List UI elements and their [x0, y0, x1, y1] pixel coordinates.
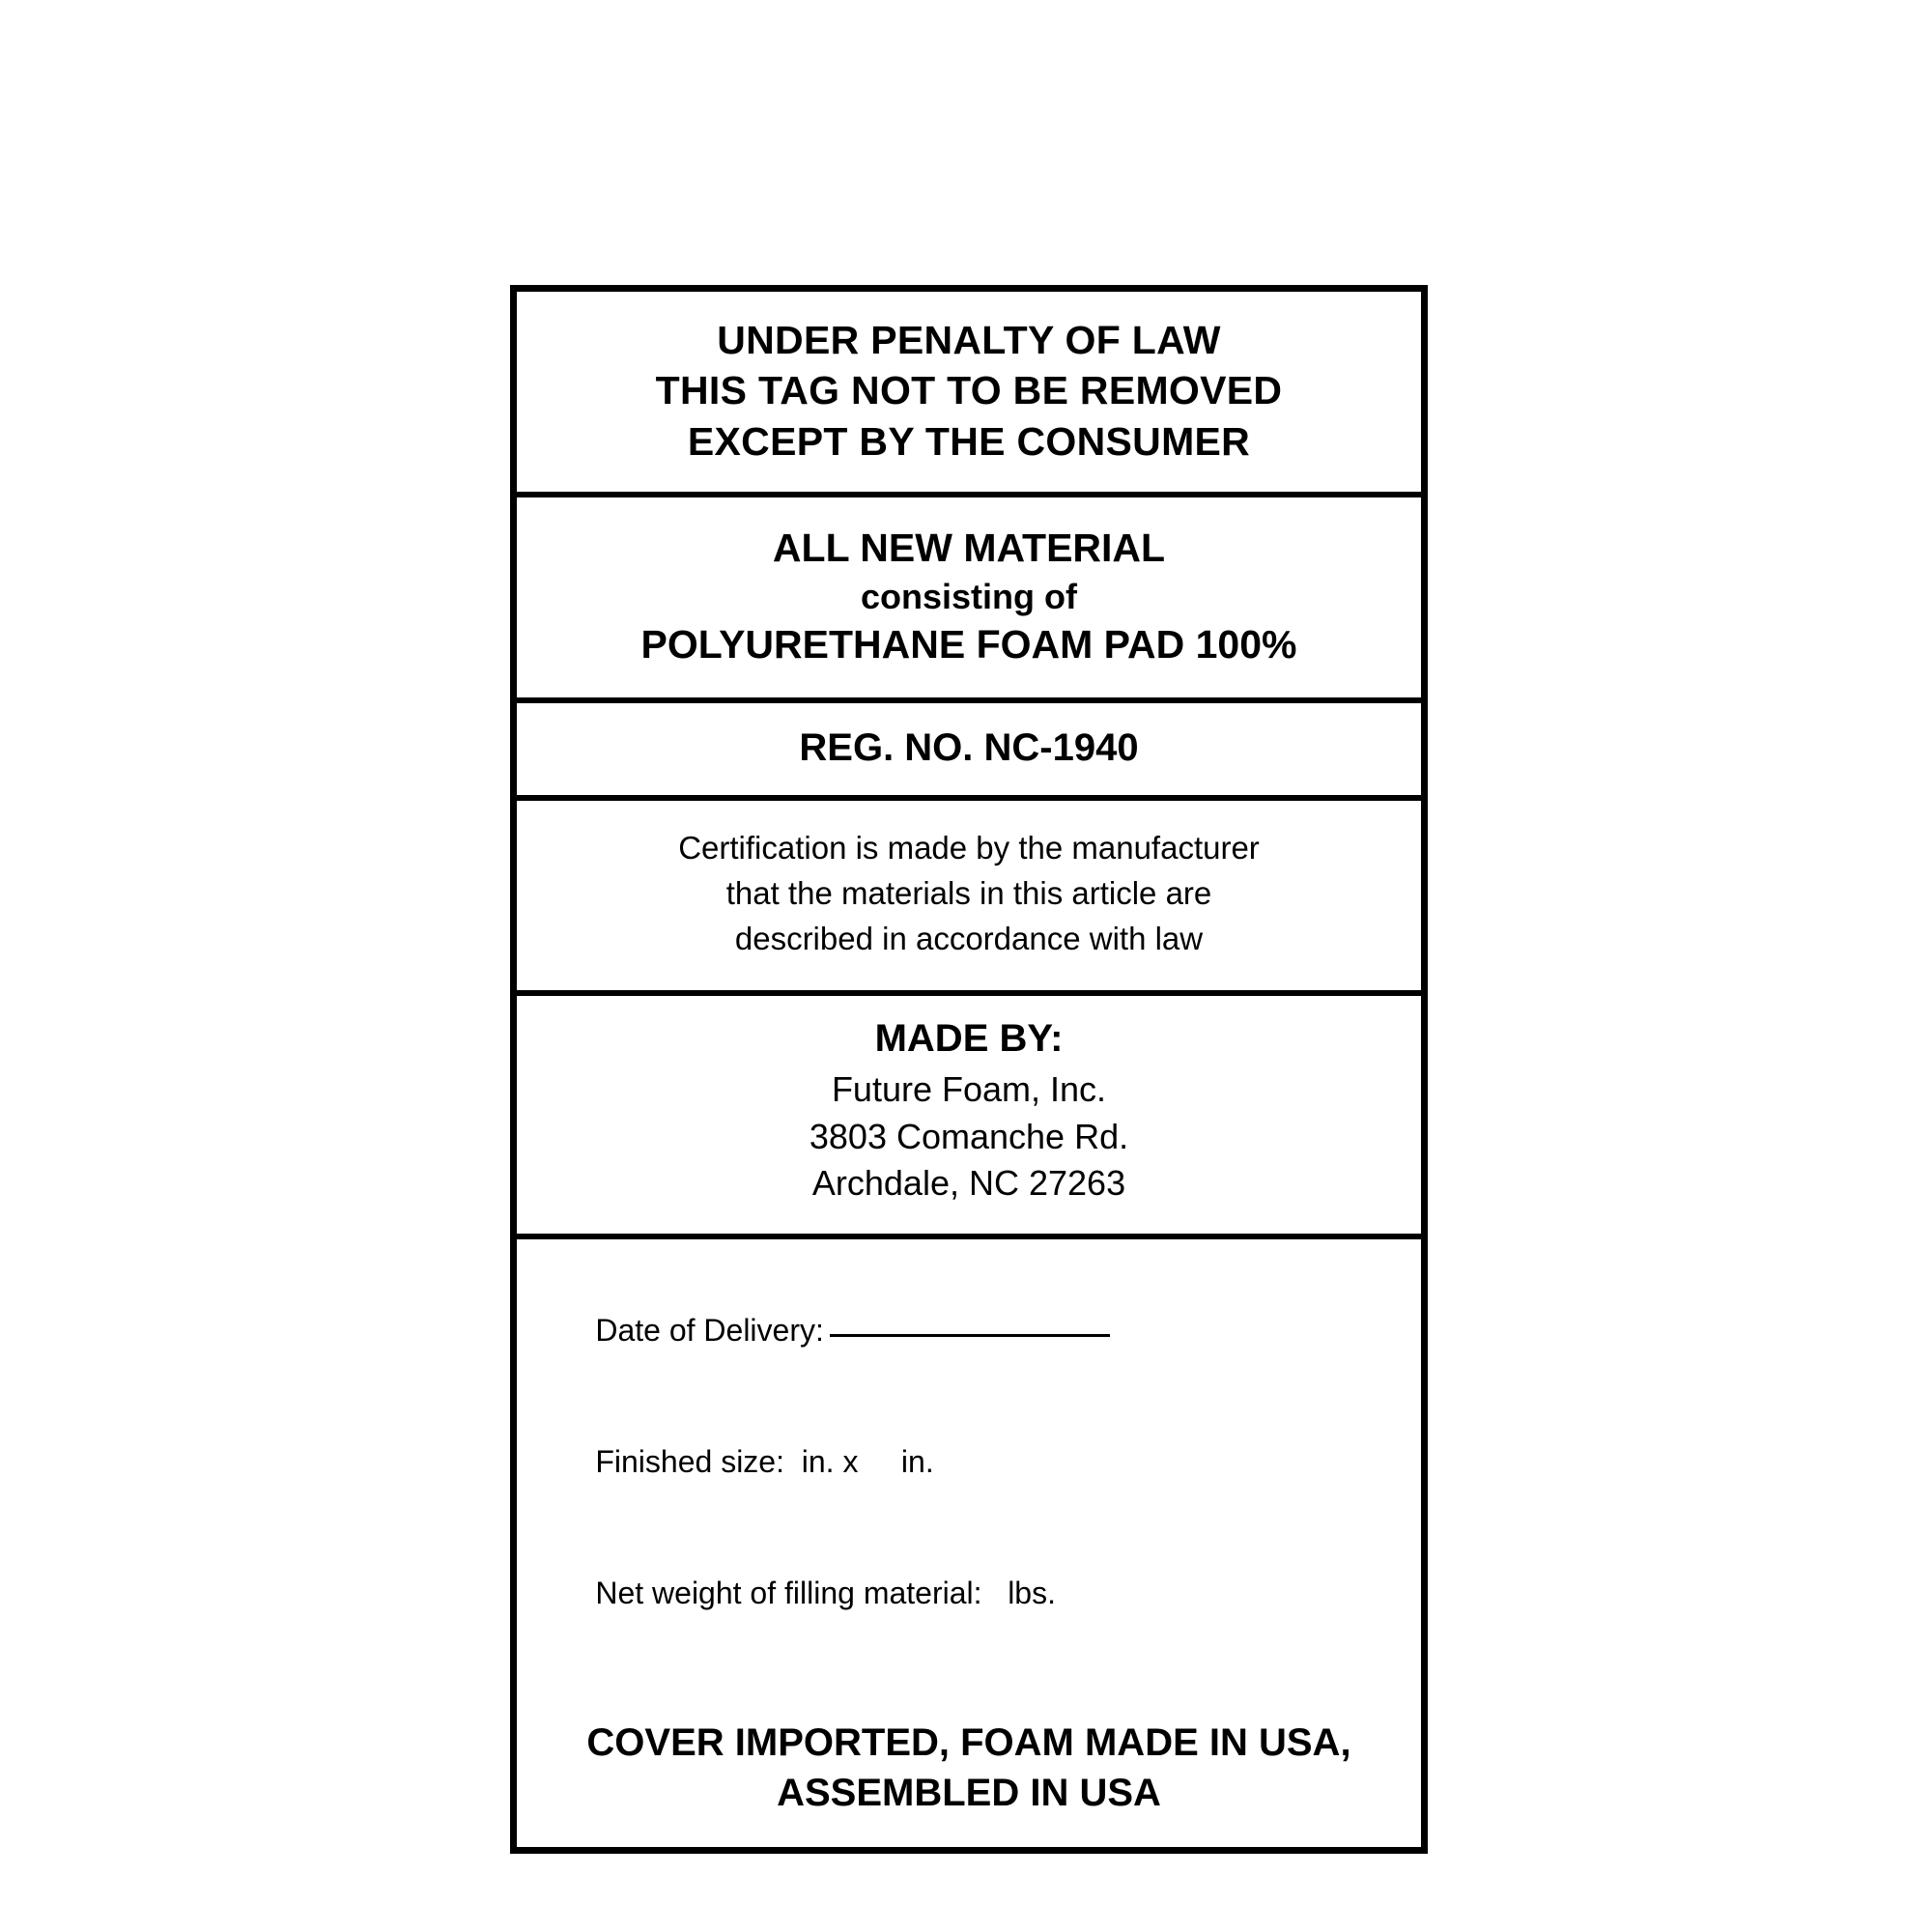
manufacturer-section [517, 996, 1421, 1239]
material-heading: ALL NEW MATERIAL [772, 526, 1166, 571]
manufacturer-street: 3803 Comanche Rd. [809, 1116, 1129, 1156]
material-composition: POLYURETHANE FOAM PAD 100% [640, 622, 1297, 668]
date-of-delivery-field [517, 1264, 1421, 1396]
delivery-details-section [517, 1239, 1421, 1847]
net-weight-value[interactable]: lbs. [981, 1576, 1056, 1611]
penalty-line-1: UNDER PENALTY OF LAW [717, 318, 1221, 362]
manufacturer-name: Future Foam, Inc. [831, 1069, 1107, 1110]
date-of-delivery-blank[interactable] [830, 1334, 1110, 1337]
certification-line-1: Certification is made by the manufacturer [678, 829, 1260, 866]
origin-line-2: ASSEMBLED IN USA [777, 1772, 1161, 1815]
material-consisting-of: consisting of [861, 576, 1077, 616]
penalty-line-2: THIS TAG NOT TO BE REMOVED [655, 368, 1283, 413]
penalty-line-3: EXCEPT BY THE CONSUMER [687, 418, 1251, 464]
certification-line-2: that the materials in this article are [725, 874, 1212, 911]
certification-section [517, 801, 1421, 997]
country-of-origin-block [517, 1718, 1421, 1818]
registration-number: REG. NO. NC-1940 [799, 725, 1139, 769]
manufacturer-city-state-zip: Archdale, NC 27263 [811, 1162, 1126, 1203]
date-of-delivery-label: Date of Delivery: [595, 1312, 824, 1348]
law-label-tag [510, 285, 1428, 1854]
penalty-notice-section [517, 292, 1421, 497]
material-content-section [517, 497, 1421, 702]
net-weight-field [517, 1528, 1421, 1660]
finished-size-label: Finished size: [595, 1443, 784, 1479]
registration-number-section [517, 703, 1421, 801]
certification-line-3: described in accordance with law [734, 920, 1204, 956]
manufacturer-heading: MADE BY: [874, 1017, 1064, 1061]
origin-line-1: COVER IMPORTED, FOAM MADE IN USA, [586, 1721, 1351, 1765]
finished-size-value[interactable]: in. x in. [783, 1443, 934, 1479]
net-weight-label: Net weight of filling material: [595, 1576, 982, 1611]
finished-size-field [517, 1396, 1421, 1527]
